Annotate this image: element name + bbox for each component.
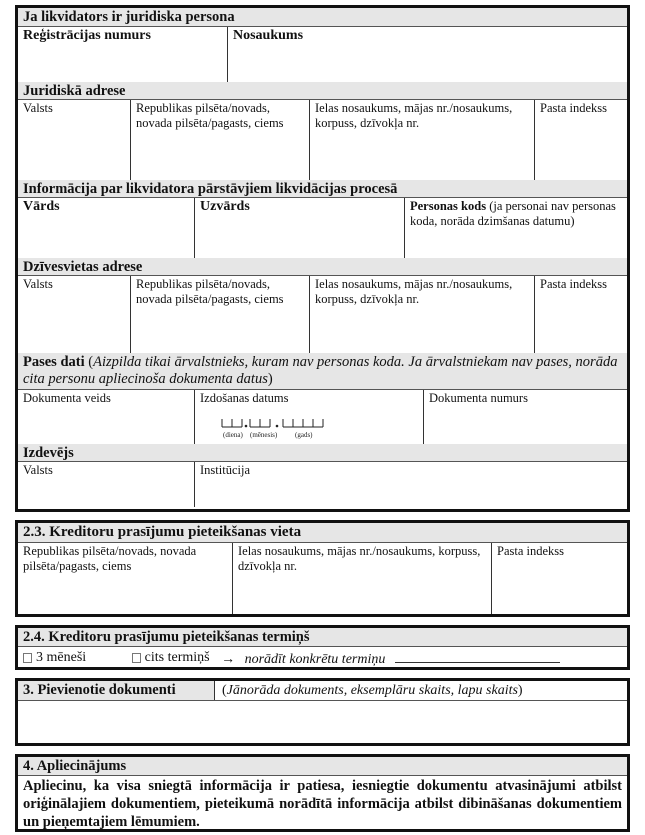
city-label: Republikas pilsēta/novads, novada pilsēta/pagasts, ciems xyxy=(136,101,284,130)
personal-code-label: Personas kods xyxy=(410,199,487,213)
issuer-institution-field[interactable] xyxy=(195,462,627,507)
issue-date-label: Izdošanas datums xyxy=(200,391,289,405)
representatives-header: Informācija par likvidatora pārstāvjiem likvidācijas procesā xyxy=(18,180,627,198)
claims-postal-field[interactable] xyxy=(492,543,627,614)
name-field[interactable] xyxy=(228,27,627,82)
certification-section xyxy=(15,754,630,832)
street-label: Ielas nosaukums, mājas nr./nosaukums, korpuss, dzīvokļa nr. xyxy=(238,544,481,573)
personal-code-note: (ja personai nav personas koda, norāda dzimšanas datumu) xyxy=(410,199,616,228)
country-label: Valsts xyxy=(23,277,53,291)
attached-docs-section xyxy=(15,678,630,746)
legal-street-field[interactable] xyxy=(310,100,535,180)
option-other-term[interactable] xyxy=(132,648,210,667)
attached-docs-note-text: Jānorāda dokuments, eksemplāru skaits, lapu skaits xyxy=(226,683,518,698)
claims-street-field[interactable] xyxy=(233,543,492,614)
claims-place-header: 2.3. Kreditoru prasījumu pieteikšanas vieta xyxy=(18,523,627,543)
street-label: Ielas nosaukums, mājas nr./nosaukums, korpuss, dzīvokļa nr. xyxy=(315,277,513,306)
name-label: Nosaukums xyxy=(233,28,304,43)
postal-label: Pasta indekss xyxy=(497,544,565,558)
claims-city-field[interactable] xyxy=(18,543,233,614)
month-caption: (mēnesis) xyxy=(250,431,278,439)
legal-city-field[interactable] xyxy=(131,100,310,180)
residence-street-field[interactable] xyxy=(310,276,535,353)
residence-postal-field[interactable] xyxy=(535,276,627,353)
institution-label: Institūcija xyxy=(200,463,250,477)
legal-postal-field[interactable] xyxy=(535,100,627,180)
arrow-right-icon: → xyxy=(221,651,236,667)
doc-number-field[interactable] xyxy=(424,390,627,444)
last-name-label: Uzvārds xyxy=(200,199,250,214)
claims-term-header: 2.4. Kreditoru prasījumu pieteikšanas termiņš xyxy=(18,628,627,647)
country-label: Valsts xyxy=(23,463,53,477)
issue-date-field[interactable] xyxy=(195,390,424,444)
claims-term-options xyxy=(18,647,627,670)
first-name-field[interactable] xyxy=(18,198,195,258)
year-caption: (gads) xyxy=(295,431,313,439)
residence-address-header: Dzīvesvietas adrese xyxy=(18,258,627,276)
paren-close: ) xyxy=(267,371,273,387)
issuer-header: Izdevējs xyxy=(18,444,627,462)
city-label: Republikas pilsēta/novads, novada pilsēta/pagasts, ciems xyxy=(136,277,284,306)
registration-number-field[interactable] xyxy=(18,27,228,82)
registration-number-label: Reģistrācijas numurs xyxy=(23,28,151,43)
postal-label: Pasta indekss xyxy=(540,101,608,115)
specify-term-label: norādīt konkrētu termiņu xyxy=(244,651,386,667)
date-ticks-icon xyxy=(219,416,379,428)
doc-type-label: Dokumenta veids xyxy=(23,391,111,405)
paren-open: ( xyxy=(84,354,94,370)
residence-city-field[interactable] xyxy=(131,276,310,353)
attached-docs-header: 3. Pievienotie dokumenti xyxy=(18,681,215,700)
attached-docs-note xyxy=(215,681,627,700)
issuer-country-field[interactable] xyxy=(18,462,195,507)
claims-place-section xyxy=(15,520,630,617)
attached-docs-input[interactable] xyxy=(18,701,627,743)
date-format-boxes[interactable] xyxy=(219,416,379,439)
street-label: Ielas nosaukums, mājas nr./nosaukums, korpuss, dzīvokļa nr. xyxy=(315,101,513,130)
certification-header: 4. Apliecinājums xyxy=(18,757,627,776)
doc-type-field[interactable] xyxy=(18,390,195,444)
legal-country-field[interactable] xyxy=(18,100,131,180)
doc-number-label: Dokumenta numurs xyxy=(429,391,528,405)
option-3-months[interactable] xyxy=(23,648,86,667)
claims-term-section xyxy=(15,625,630,670)
day-caption: (diena) xyxy=(223,431,243,439)
checkbox-3-months[interactable] xyxy=(23,653,32,663)
term-input[interactable] xyxy=(395,650,560,663)
residence-country-field[interactable] xyxy=(18,276,131,353)
first-name-label: Vārds xyxy=(23,199,60,214)
legal-person-header: Ja likvidators ir juridiska persona xyxy=(18,8,627,27)
paren-close: ) xyxy=(517,683,523,698)
passport-header xyxy=(18,353,627,390)
option-3-months-label: 3 mēneši xyxy=(36,650,87,665)
country-label: Valsts xyxy=(23,101,53,115)
city-label: Republikas pilsēta/novads, novada pilsēta/pagasts, ciems xyxy=(23,544,197,573)
legal-address-header: Juridiskā adrese xyxy=(18,82,627,100)
postal-label: Pasta indekss xyxy=(540,277,608,291)
checkbox-other-term[interactable] xyxy=(132,653,141,663)
certification-text: Apliecinu, ka visa sniegtā informācija ir patiesa, iesniegtie dokumentu atvasinājumi atbilst oriģinālajiem dokumentiem, pieteikumā norādītā informācija atbilst dibināšanas dokumentiem un pieņemtajiem lēmumiem. xyxy=(23,778,622,830)
passport-note: Aizpilda tikai ārvalstnieks, kuram nav personas koda. Ja ārvalstniekam nav pases, norāda cita personu apliecinoša dokumenta datus xyxy=(23,354,618,387)
personal-code-field[interactable] xyxy=(405,198,627,258)
passport-title: Pases dati xyxy=(23,354,85,370)
paren-open: ( xyxy=(222,683,227,698)
option-other-label: cits termiņš xyxy=(144,650,210,665)
last-name-field[interactable] xyxy=(195,198,405,258)
liquidator-section xyxy=(15,5,630,512)
